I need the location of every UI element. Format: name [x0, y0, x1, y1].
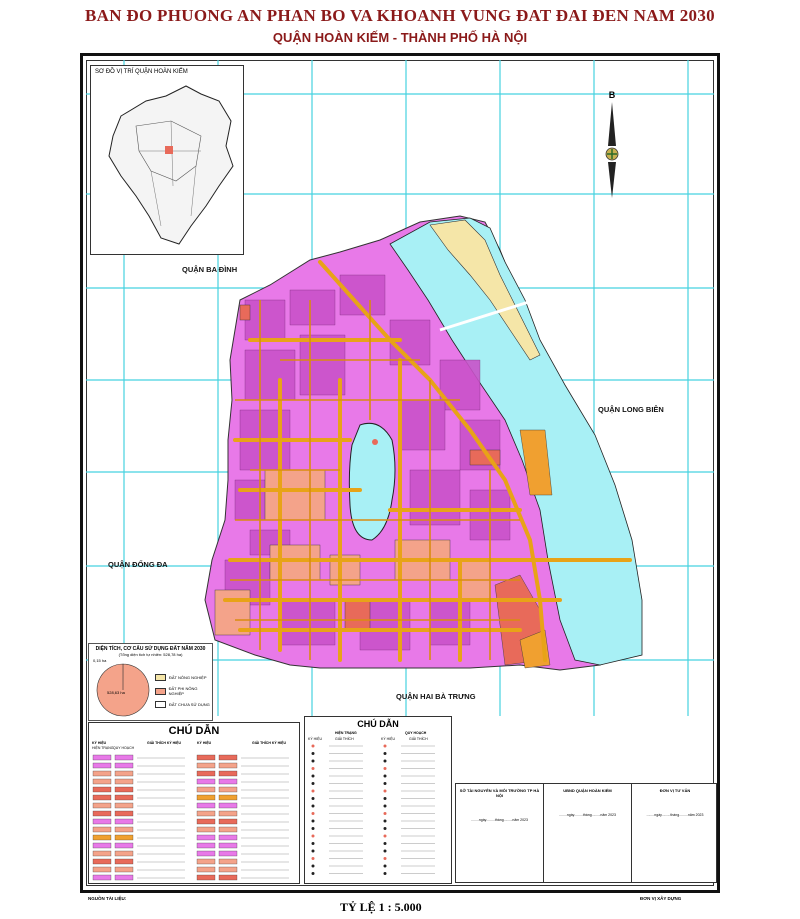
- map-title: BAN ĐO PHUONG AN PHAN BO VA KHOANH VUNG ĐAT ĐAI ĐEN NAM 2030: [85, 6, 715, 25]
- legend2-col-1: HIỆN TRẠNG: [335, 731, 357, 735]
- legend-sub-1: HIỆN TRẠNG: [92, 746, 114, 750]
- legend-symbol: [312, 797, 315, 800]
- legend-swatch: [219, 867, 237, 872]
- legend-swatch: [115, 803, 133, 808]
- legend-swatch: [93, 771, 111, 776]
- turtle-tower-icon: [372, 439, 378, 445]
- label-ba-dinh: QUẬN BA ĐÌNH: [182, 265, 238, 274]
- legend-swatch: [219, 787, 237, 792]
- legend-col-1: KÝ HIỆU: [92, 741, 107, 745]
- signature-col-3: [632, 784, 718, 882]
- map-scale: TỶ LỆ 1 : 5.000: [340, 900, 422, 914]
- legend-symbol: [384, 782, 387, 785]
- signature-head-2: UBND QUẬN HOÀN KIẾM: [563, 788, 612, 793]
- legend-swatch: [93, 787, 111, 792]
- label-hai-ba-trung: QUẬN HAI BÀ TRƯNG: [396, 692, 476, 701]
- legend2-sub-1: KÝ HIỆU: [308, 737, 323, 741]
- legend-swatch: [197, 819, 215, 824]
- legend-swatch: [115, 795, 133, 800]
- legend-swatch: [115, 819, 133, 824]
- legend-swatch: [197, 835, 215, 840]
- legend-swatch: [197, 763, 215, 768]
- legend-symbol: [384, 760, 387, 763]
- legend-symbol: [312, 812, 315, 815]
- signature-col-2: [544, 784, 632, 882]
- legend-swatch: [115, 851, 133, 856]
- legend-swatch: [197, 875, 215, 880]
- legend-swatch: [93, 763, 111, 768]
- legend2-sub-4: GIẢI THÍCH: [409, 737, 428, 741]
- legend-symbol: [312, 857, 315, 860]
- legend-swatch: [115, 771, 133, 776]
- legend-swatch: [219, 827, 237, 832]
- legend-main: [88, 722, 300, 884]
- slice-small-label: 0,15 ha: [93, 658, 107, 663]
- legend-swatch: [219, 811, 237, 816]
- legend-swatch: [115, 875, 133, 880]
- legend-sub-2: QUY HOẠCH: [113, 746, 135, 750]
- compass-letter: B: [608, 90, 616, 100]
- legend-swatch: [219, 771, 237, 776]
- signature-date-2: ........ngày.........tháng.........năm 2023: [559, 813, 616, 817]
- pie-legend-item: [155, 674, 212, 681]
- legend-swatch: [197, 771, 215, 776]
- chart-title: DIỆN TÍCH, CƠ CẤU SỬ DỤNG ĐẤT NĂM 2030: [95, 646, 206, 652]
- legend-symbol: [312, 767, 315, 770]
- label-dong-da: QUẬN ĐỐNG ĐA: [108, 560, 168, 569]
- legend-swatch: [197, 795, 215, 800]
- pie-legend-label: ĐẤT NÔNG NGHIỆP: [169, 675, 207, 680]
- source-title: NGUỒN TÀI LIỆU:: [88, 896, 127, 901]
- legend-symbol: [312, 850, 315, 853]
- legend-swatch: [197, 755, 215, 760]
- legend-swatch: [197, 787, 215, 792]
- legend-symbol: [384, 805, 387, 808]
- legend-swatch: [219, 859, 237, 864]
- legend-swatch: [93, 795, 111, 800]
- legend-swatch: [115, 755, 133, 760]
- legend-swatch: [219, 779, 237, 784]
- legend-swatches: [89, 753, 299, 883]
- legend-symbol: [384, 745, 387, 748]
- legend-symbol: [384, 820, 387, 823]
- legend-swatch: [93, 835, 111, 840]
- legend-swatch: [115, 787, 133, 792]
- legend-swatch: [93, 843, 111, 848]
- legend-symbol: [312, 745, 315, 748]
- signature-date-1: ........ngày.........tháng.........năm 2023: [471, 818, 528, 822]
- legend-swatch: [93, 851, 111, 856]
- signature-block: [455, 783, 717, 883]
- legend-swatch: [197, 851, 215, 856]
- map-subtitle: QUẬN HOÀN KIẾM - THÀNH PHỐ HÀ NỘI: [272, 30, 528, 45]
- legend-symbol: [384, 835, 387, 838]
- legend-swatch: [93, 875, 111, 880]
- pie-legend-swatch: [155, 674, 166, 681]
- signature-head-1: SỞ TÀI NGUYÊN VÀ MÔI TRƯỜNG TP HÀ NỘI: [459, 788, 540, 798]
- legend-symbol: [312, 827, 315, 830]
- inset-hanoi-outline: [91, 66, 243, 254]
- legend2-sub-2: GIẢI THÍCH: [335, 737, 354, 741]
- land-use-chart: [88, 643, 213, 721]
- legend-symbol: [312, 805, 315, 808]
- chart-subtitle: (Tổng diện tích tự nhiên: 528,78 ha): [118, 652, 183, 657]
- legend-swatch: [197, 811, 215, 816]
- pie-legend-item: [155, 701, 212, 708]
- legend-swatch: [93, 859, 111, 864]
- legend2-sub-3: KÝ HIỆU: [381, 737, 396, 741]
- legend-swatch: [93, 803, 111, 808]
- legend-symbols: [304, 716, 452, 884]
- legend-symbol: [384, 857, 387, 860]
- legend-swatch: [197, 779, 215, 784]
- legend-symbol: [384, 865, 387, 868]
- legend-title: CHÚ DẪN: [168, 725, 220, 737]
- legend2-title: CHÚ DẪN: [357, 719, 399, 729]
- legend-symbol: [384, 827, 387, 830]
- pie-legend-label: ĐẤT PHI NÔNG NGHIỆP: [168, 686, 198, 696]
- legend-swatch: [197, 859, 215, 864]
- legend-symbol: [384, 797, 387, 800]
- legend-swatch: [219, 843, 237, 848]
- legend-symbol: [384, 872, 387, 875]
- north-arrow-icon: [598, 88, 626, 206]
- legend-symbol: [384, 775, 387, 778]
- legend-swatch: [93, 827, 111, 832]
- legend-swatch: [219, 851, 237, 856]
- legend-symbol: [312, 820, 315, 823]
- inset-title: SƠ ĐỒ VỊ TRÍ QUẬN HOÀN KIẾM: [95, 69, 188, 75]
- label-long-bien: QUẬN LONG BIÊN: [598, 405, 664, 414]
- legend-swatch: [115, 811, 133, 816]
- pie-legend-swatch: [155, 688, 166, 695]
- signature-date-3: ........ngày.........tháng.........năm 2023: [646, 813, 704, 817]
- legend-symbol: [312, 842, 315, 845]
- slice-main-label: 528,63 ha: [107, 690, 125, 695]
- legend-symbol: [312, 782, 315, 785]
- legend-swatch: [93, 779, 111, 784]
- legend-swatch: [219, 819, 237, 824]
- legend-symbol: [312, 760, 315, 763]
- legend-symbol: [384, 812, 387, 815]
- legend-symbol: [312, 872, 315, 875]
- legend-symbol: [312, 835, 315, 838]
- legend-symbol: [384, 850, 387, 853]
- legend2-symbols: [305, 743, 451, 883]
- legend-swatch: [219, 803, 237, 808]
- legend-swatch: [115, 835, 133, 840]
- legend-symbol: [312, 790, 315, 793]
- legend-swatch: [197, 803, 215, 808]
- legend-symbol: [384, 842, 387, 845]
- legend-swatch: [93, 867, 111, 872]
- legend-swatch: [219, 875, 237, 880]
- legend-col-4: GIẢI THÍCH KÝ HIỆU: [252, 741, 287, 745]
- pie-legend-item: [155, 686, 212, 696]
- legend-swatch: [93, 819, 111, 824]
- legend-swatch: [115, 763, 133, 768]
- signature-col-1: [456, 784, 544, 882]
- pie-legend-label: ĐẤT CHƯA SỬ DỤNG: [169, 702, 210, 707]
- legend-swatch: [115, 827, 133, 832]
- legend-swatch: [197, 843, 215, 848]
- legend-swatch: [219, 795, 237, 800]
- legend-swatch: [115, 843, 133, 848]
- signature-head-3: ĐƠN VỊ TƯ VẤN: [659, 788, 691, 793]
- pie-legend-swatch: [155, 701, 166, 708]
- legend-symbol: [312, 865, 315, 868]
- legend-symbol: [312, 775, 315, 778]
- legend-swatch: [115, 779, 133, 784]
- legend2-col-2: QUY HOẠCH: [405, 731, 427, 735]
- legend-symbol: [384, 767, 387, 770]
- legend-symbol: [384, 790, 387, 793]
- legend-swatch: [197, 867, 215, 872]
- legend-col-2: GIẢI THÍCH KÝ HIỆU: [147, 741, 182, 745]
- legend-swatch: [115, 859, 133, 864]
- unit-label: ĐƠN VỊ XÂY DỰNG: [640, 896, 682, 901]
- location-inset-map: [90, 65, 244, 255]
- legend-swatch: [93, 755, 111, 760]
- legend-swatch: [219, 763, 237, 768]
- legend-symbol: [384, 752, 387, 755]
- legend-col-3: KÝ HIỆU: [197, 741, 212, 745]
- legend-swatch: [197, 827, 215, 832]
- legend-swatch: [115, 867, 133, 872]
- legend-swatch: [219, 835, 237, 840]
- legend-swatch: [219, 755, 237, 760]
- inset-highlight: [165, 146, 173, 154]
- legend-symbol: [312, 752, 315, 755]
- legend-swatch: [93, 811, 111, 816]
